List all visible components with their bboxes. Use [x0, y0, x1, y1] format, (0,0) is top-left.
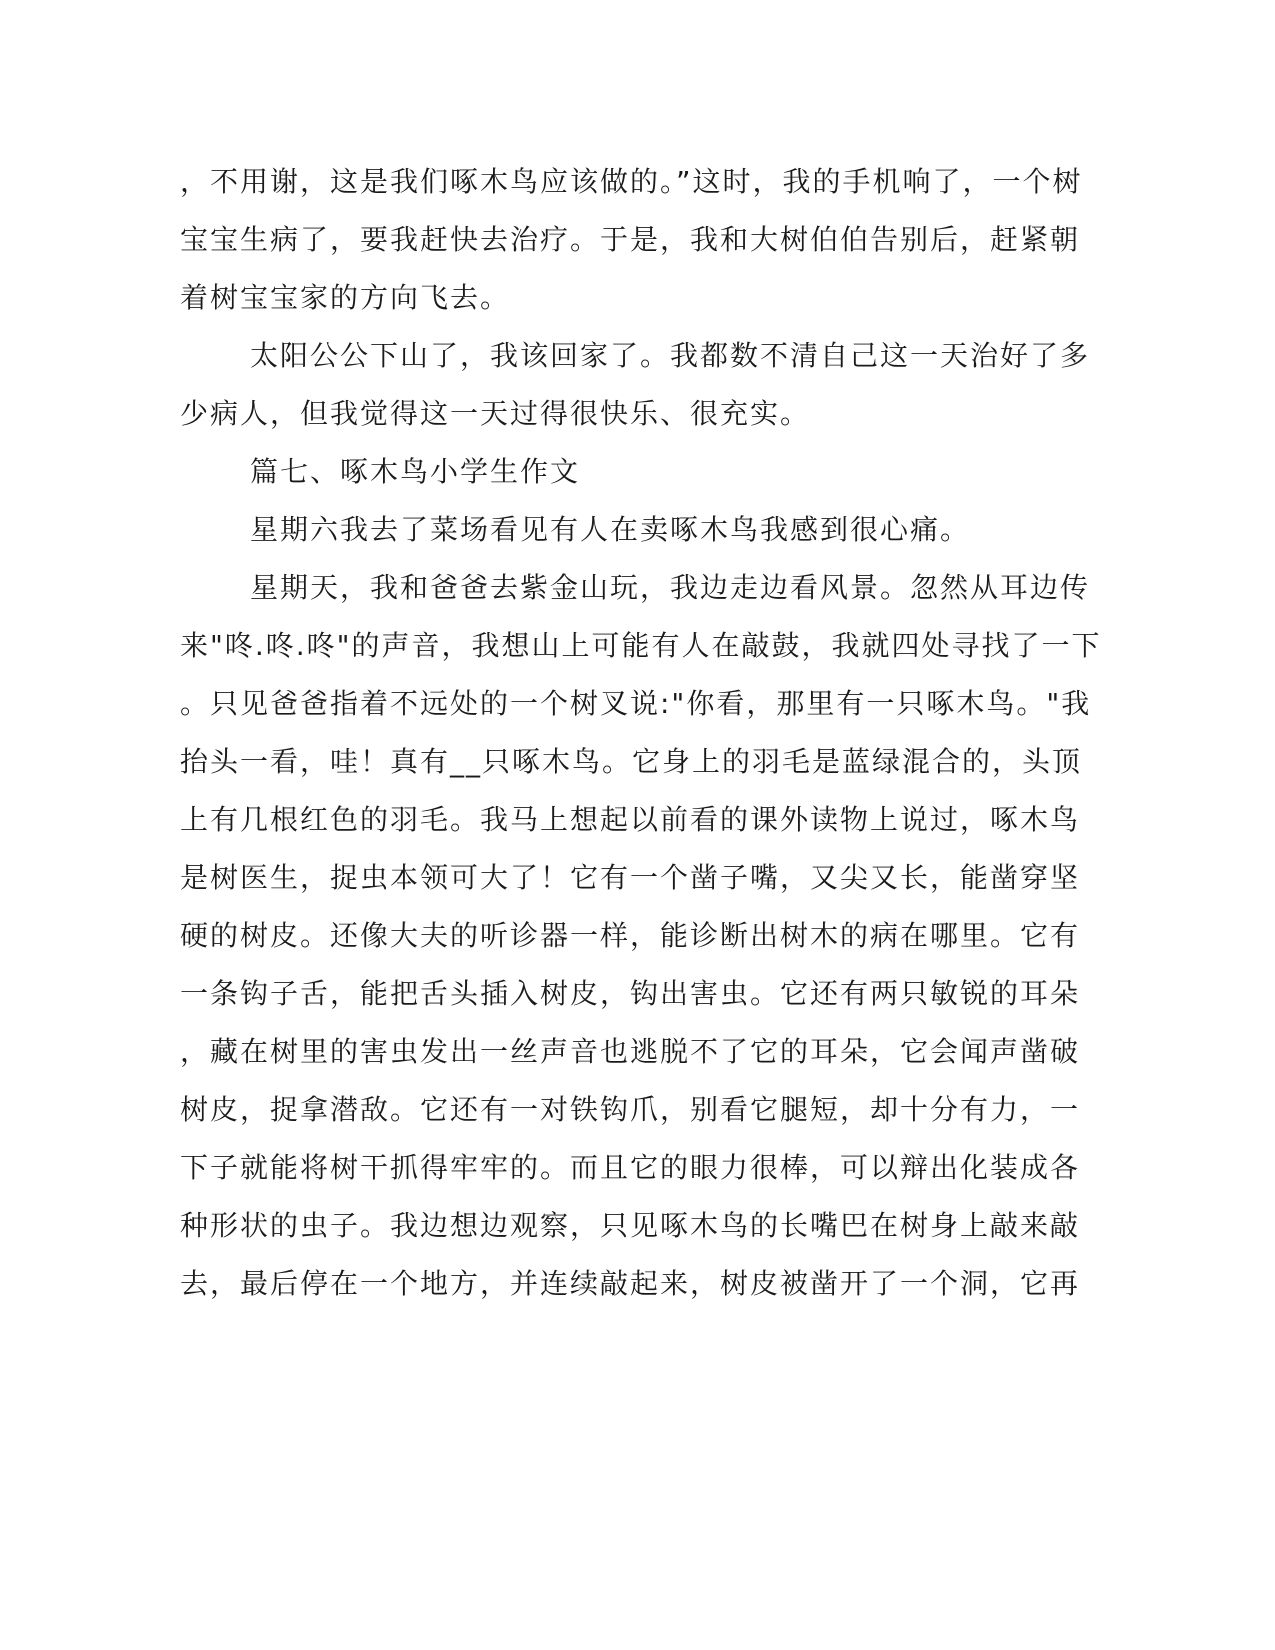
text-line: 宝宝生病了，要我赶快去治疗。于是，我和大树伯伯告别后，赶紧朝 — [180, 223, 1081, 256]
text-line: ，藏在树里的害虫发出一丝声音也逃脱不了它的耳朵，它会闻声凿破 — [180, 1035, 1081, 1068]
text-line: ，不用谢，这是我们啄木鸟应该做的。”这时，我的手机响了，一个树 — [180, 165, 1083, 198]
text-line: 抬头一看，哇！真有__只啄木鸟。它身上的羽毛是蓝绿混合的，头顶 — [180, 745, 1083, 778]
text-line: 上有几根红色的羽毛。我马上想起以前看的课外读物上说过，啄木鸟 — [180, 803, 1081, 836]
text-line: 着树宝宝家的方向飞去。 — [180, 281, 511, 314]
text-line: 一条钩子舌，能把舌头插入树皮，钩出害虫。它还有两只敏锐的耳朵 — [180, 977, 1081, 1010]
text-line: 下子就能将树干抓得牢牢的。而且它的眼力很棒，可以辩出化装成各 — [180, 1151, 1081, 1184]
text-line: 。只见爸爸指着不远处的一个树叉说:"你看，那里有一只啄木鸟。"我 — [180, 687, 1092, 720]
text-line: 硬的树皮。还像大夫的听诊器一样，能诊断出树木的病在哪里。它有 — [180, 919, 1081, 952]
paragraph-first-line: 星期天，我和爸爸去紫金山玩，我边走边看风景。忽然从耳边传 — [250, 571, 1091, 604]
paragraph-first-line: 太阳公公下山了，我该回家了。我都数不清自己这一天治好了多 — [250, 339, 1091, 372]
text-line: 少病人，但我觉得这一天过得很快乐、很充实。 — [180, 397, 811, 430]
text-line: 是树医生，捉虫本领可大了！它有一个凿子嘴，又尖又长，能凿穿坚 — [180, 861, 1081, 894]
text-line: 来"咚.咚.咚"的声音，我想山上可能有人在敲鼓，我就四处寻找了一下 — [180, 629, 1102, 662]
text-line: 去，最后停在一个地方，并连续敲起来，树皮被凿开了一个洞，它再 — [180, 1267, 1081, 1300]
paragraph-first-line: 星期六我去了菜场看见有人在卖啄木鸟我感到很心痛。 — [250, 513, 971, 546]
text-line: 树皮，捉拿潜敌。它还有一对铁钩爪，别看它腿短，却十分有力，一 — [180, 1093, 1081, 1126]
text-line: 种形状的虫子。我边想边观察，只见啄木鸟的长嘴巴在树身上敲来敲 — [180, 1209, 1081, 1242]
section-heading: 篇七、啄木鸟小学生作文 — [250, 455, 581, 488]
